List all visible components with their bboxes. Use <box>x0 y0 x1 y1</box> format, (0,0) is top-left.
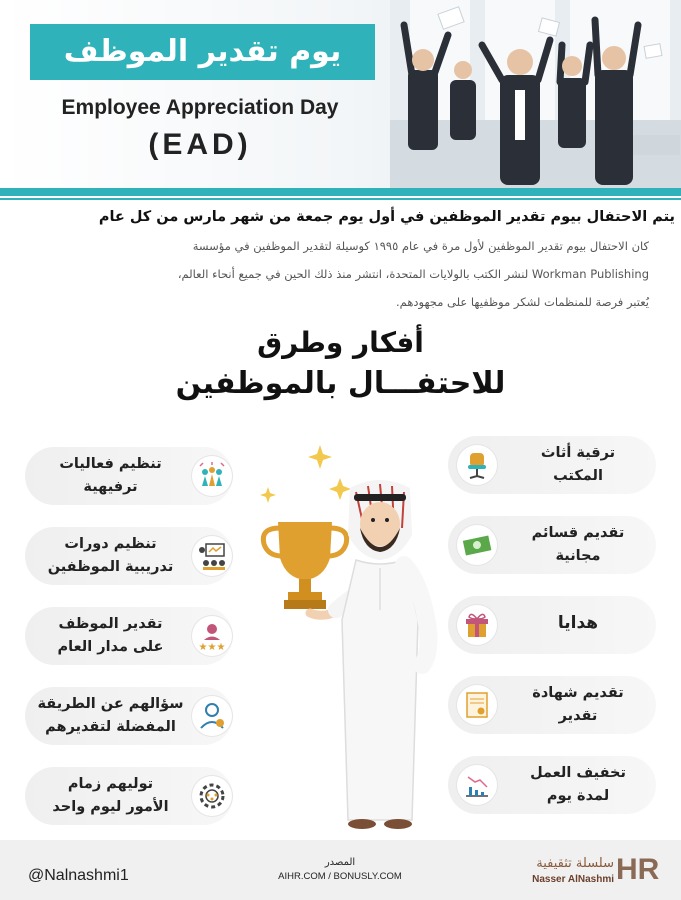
idea-label-line-1: تقدير الموظف <box>58 616 163 632</box>
idea-label-line-2: ترفيهية <box>83 479 138 495</box>
idea-label-line-2: المكتب <box>553 468 603 484</box>
man-with-trophy-illustration <box>250 440 450 835</box>
source-value: AIHR.COM / BONUSLY.COM <box>278 871 402 882</box>
brand-series-arabic: سلسلة تثقيفية <box>536 856 614 871</box>
ideas-title-line-1: أفكار وطرق <box>257 326 424 359</box>
idea-label-line-2: الأمور ليوم واحد <box>52 799 169 815</box>
idea-label-line-1: تخفيف العمل <box>530 765 626 781</box>
idea-label-line-1: توليهم زمام <box>67 776 154 792</box>
accent-line <box>0 198 681 200</box>
idea-label-line-2: لمدة يوم <box>546 788 610 804</box>
idea-training-courses <box>25 527 233 585</box>
ideas-title-line-2: للاحتفـــال بالموظفين <box>175 366 506 401</box>
office-chair-icon <box>457 445 497 485</box>
idea-entertainment-events <box>25 447 233 505</box>
brand-author-name: Nasser AlNashmi <box>532 874 614 885</box>
idea-free-vouchers <box>448 516 656 574</box>
idea-label-line-1: تقديم قسائم <box>531 525 625 541</box>
sparkle-icon <box>260 445 351 503</box>
hero-banner <box>0 0 681 192</box>
idea-certificate-of-appreciation <box>448 676 656 734</box>
idea-label: هدايا <box>557 613 599 633</box>
voucher-icon <box>457 525 497 565</box>
idea-label-line-1: ترقية أثاث <box>540 445 616 461</box>
star-rating-icon <box>192 616 232 656</box>
idea-gifts <box>448 596 656 654</box>
trophy-icon <box>263 522 346 609</box>
idea-label-line-2: تقدير <box>558 708 598 724</box>
idea-label-line-2: تدريبية الموظفين <box>47 559 174 575</box>
idea-label-line-2: مجانية <box>555 548 601 564</box>
source-label: المصدر <box>324 857 356 868</box>
accent-bar <box>0 188 681 196</box>
svg-text:★★★: ★★★ <box>198 642 226 653</box>
hr-logo: HR <box>616 853 660 886</box>
celebration-icon <box>192 456 232 496</box>
title-arabic: يوم تقدير الموظف <box>30 24 375 80</box>
idea-lead-for-a-day <box>25 767 233 825</box>
gift-icon <box>457 605 497 645</box>
chart-down-icon <box>457 765 497 805</box>
idea-year-round-recognition <box>25 607 233 665</box>
idea-ask-preferred-recognition <box>25 687 233 745</box>
idea-label-line-2: على مدار العام <box>57 639 164 655</box>
idea-reduce-workload <box>448 756 656 814</box>
idea-label-line-2: المفضلة لتقديرهم <box>45 719 176 735</box>
celebrating-employees-photo <box>390 0 681 192</box>
idea-label-line-1: تنظيم دورات <box>64 536 157 552</box>
idea-label-line-1: تنظيم فعاليات <box>59 456 162 472</box>
feedback-icon <box>192 696 232 736</box>
idea-label-line-1: تقديم شهادة <box>532 685 624 701</box>
idea-label-line-1: سؤالهم عن الطريقة <box>37 696 184 712</box>
certificate-icon <box>457 685 497 725</box>
idea-office-furniture-upgrade <box>448 436 656 494</box>
training-icon <box>192 536 232 576</box>
twitter-handle[interactable]: @Nalnashmi1 <box>28 867 129 884</box>
title-abbreviation: (EAD) <box>148 128 252 161</box>
intro-line-1: كان الاحتفال بيوم تقدير الموظفين لأول مرة في عام ١٩٩٥ كوسيلة لتقدير الموظفين في مؤسسة <box>192 239 649 253</box>
intro-headline: يتم الاحتفال بيوم تقدير الموظفين في أول يوم جمعة من شهر مارس من كل عام <box>98 209 675 225</box>
intro-line-2: Workman Publishing لنشر الكتب بالولايات المتحدة، انتشر منذ ذلك الحين في جميع أنحاء العالم، <box>177 267 649 281</box>
title-english: Employee Appreciation Day <box>61 96 339 119</box>
intro-line-3: يُعتبر فرصة للمنظمات لشكر موظفيها على مجهودهم. <box>396 295 649 309</box>
gear-people-icon <box>192 776 232 816</box>
